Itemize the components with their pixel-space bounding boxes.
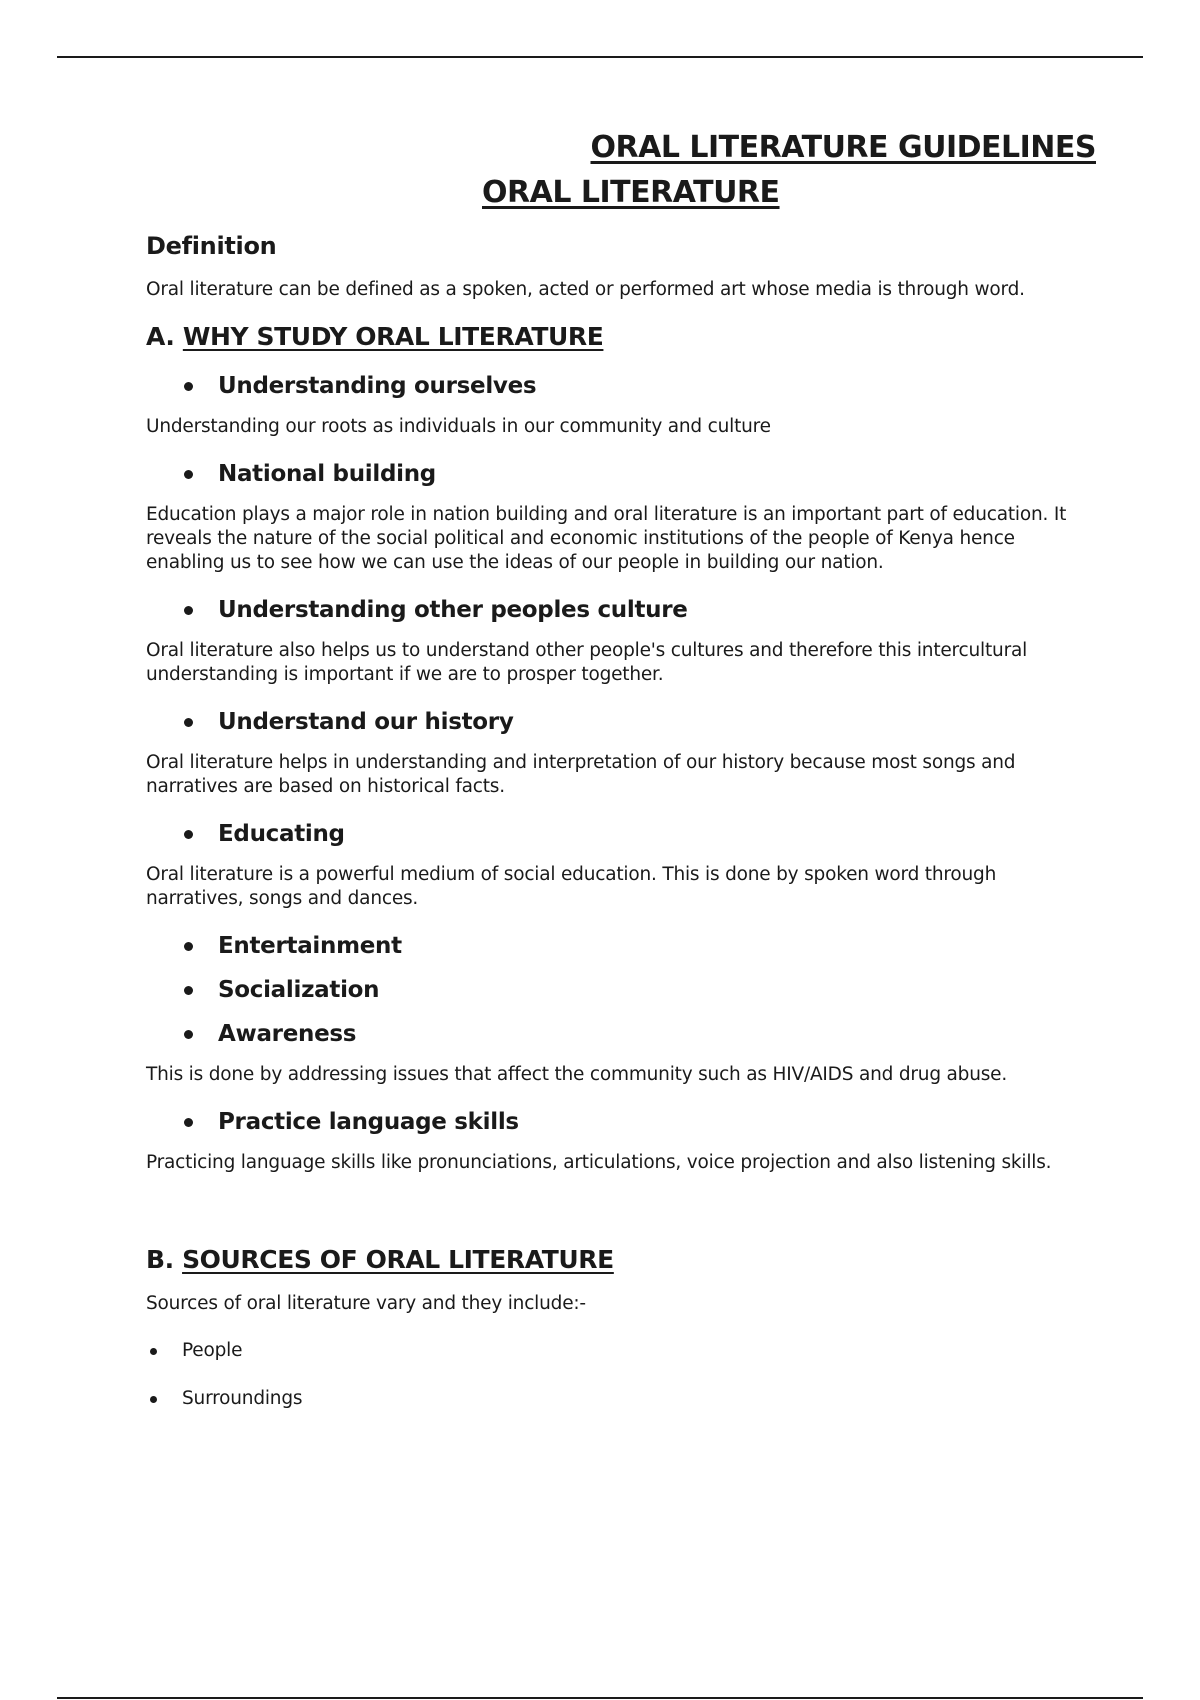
item-text: Education plays a major role in nation building and oral literature is an important part of education. It reveals the nature of the social political and economic institutions of the people of Kenya hence enabling us to see how we can use the ideas of our people in building our nation. xyxy=(146,504,1067,573)
bullet-icon xyxy=(150,1348,157,1355)
item-text: Practicing language skills like pronunciations, articulations, voice projection and also listening skills. xyxy=(146,1152,1052,1173)
document-subtitle: ORAL LITERATURE xyxy=(482,175,780,210)
section-b-title: SOURCES OF ORAL LITERATURE xyxy=(182,1245,614,1274)
bullet-icon xyxy=(150,1396,157,1403)
bullet-icon xyxy=(184,942,193,951)
section-a-heading xyxy=(146,322,1096,351)
item-heading: Entertainment xyxy=(218,933,402,959)
list-item xyxy=(146,1338,1096,1364)
definition-text: Oral literature can be defined as a spoken, acted or performed art whose media is through word. xyxy=(146,279,1025,300)
list-item xyxy=(146,371,1096,401)
item-heading: Understanding other peoples culture xyxy=(218,597,688,623)
list-item xyxy=(146,819,1096,849)
footer-rule xyxy=(57,1697,1143,1699)
list-item xyxy=(146,1107,1096,1137)
bullet-icon xyxy=(184,986,193,995)
list-item xyxy=(146,975,1096,1005)
source-label: Surroundings xyxy=(182,1388,303,1409)
item-heading: Understanding ourselves xyxy=(218,373,537,399)
document-body xyxy=(146,130,1096,1412)
bullet-icon xyxy=(184,1118,193,1127)
item-text: Understanding our roots as individuals in our community and culture xyxy=(146,416,771,437)
section-a-prefix: A. xyxy=(146,322,183,351)
list-item xyxy=(146,1386,1096,1412)
item-heading: National building xyxy=(218,461,436,487)
item-heading: Educating xyxy=(218,821,345,847)
list-item xyxy=(146,931,1096,961)
document-title: ORAL LITERATURE GUIDELINES xyxy=(590,130,1096,165)
bullet-icon xyxy=(184,830,193,839)
item-text: Oral literature also helps us to understand other people's cultures and therefore this intercultural understanding is important if we are to prosper together. xyxy=(146,640,1028,685)
bullet-icon xyxy=(184,1030,193,1039)
bullet-icon xyxy=(184,718,193,727)
list-item xyxy=(146,707,1096,737)
item-heading: Awareness xyxy=(218,1021,357,1047)
list-item xyxy=(146,459,1096,489)
list-item xyxy=(146,1019,1096,1049)
bullet-icon xyxy=(184,470,193,479)
item-heading: Socialization xyxy=(218,977,380,1003)
item-text: Oral literature helps in understanding and interpretation of our history because most songs and narratives are based on historical facts. xyxy=(146,752,1016,797)
bullet-icon xyxy=(184,606,193,615)
item-heading: Practice language skills xyxy=(218,1109,519,1135)
definition-heading: Definition xyxy=(146,232,277,260)
sources-intro: Sources of oral literature vary and they include:- xyxy=(146,1293,586,1314)
section-a-title: WHY STUDY ORAL LITERATURE xyxy=(182,322,604,351)
section-b-heading xyxy=(146,1245,1096,1274)
item-text: Oral literature is a powerful medium of social education. This is done by spoken word through narratives, songs and dances. xyxy=(146,864,997,909)
item-heading: Understand our history xyxy=(218,709,514,735)
item-text: This is done by addressing issues that affect the community such as HIV/AIDS and drug abuse. xyxy=(146,1064,1008,1085)
bullet-icon xyxy=(184,382,193,391)
source-label: People xyxy=(182,1340,243,1361)
list-item xyxy=(146,595,1096,625)
header-rule xyxy=(57,56,1143,58)
section-b-prefix: B. xyxy=(146,1245,183,1274)
